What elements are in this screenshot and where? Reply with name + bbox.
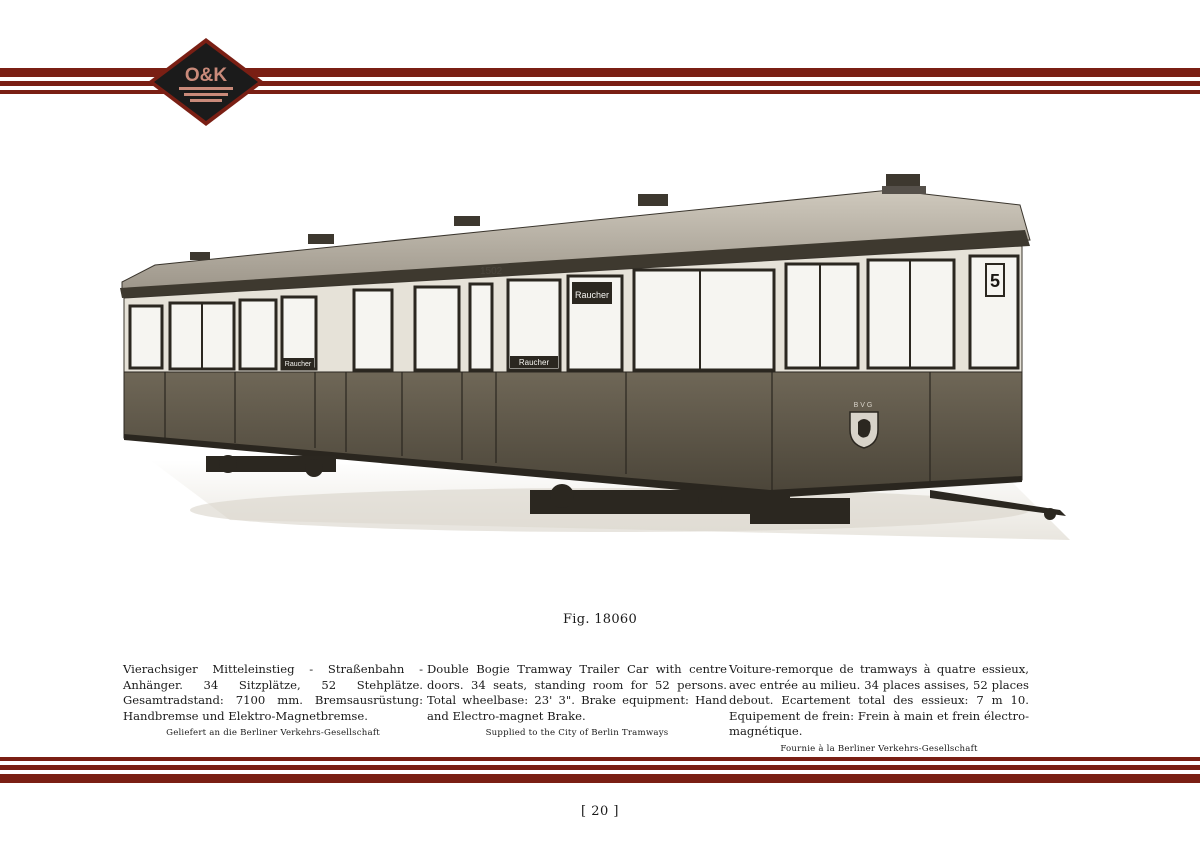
german-description	[123, 662, 423, 738]
figure-caption: Fig. 18060	[562, 612, 638, 627]
page-number: [ 20 ]	[581, 804, 619, 819]
car-number: 1502	[480, 266, 503, 277]
raucher-sign: Raucher	[518, 358, 550, 367]
english-delivery-note: Supplied to the City of Berlin Tramways	[485, 728, 669, 739]
description-columns	[123, 662, 1033, 754]
route-number: 5	[989, 271, 1001, 291]
stripe	[0, 774, 1200, 783]
bvg-emblem-letters: BVG	[853, 402, 875, 409]
english-description-text: Double Bogie Tramway Trailer Car with centre doors. 34 seats, standing room for 52 persons. Total wheelbase: 23' 3". Brake equipment: Hand and Electro-magnet Brake.	[427, 662, 727, 723]
german-delivery-note: Geliefert an die Berliner Verkehrs-Gesellschaft	[166, 728, 380, 739]
french-delivery-note: Fournie à la Berliner Verkehrs-Gesellschaft	[780, 743, 978, 754]
stripe	[0, 757, 1200, 761]
french-description	[729, 662, 1029, 754]
bottom-stripe-band	[0, 757, 1200, 787]
stripe	[0, 765, 1200, 770]
english-description	[427, 662, 727, 738]
german-description-text: Vierachsiger Mitteleinstieg - Straßenbahn - Anhänger. 34 Sitzplätze, 52 Stehplätze. Gesamtradstand: 7100 mm. Bremsausrüstung: Handbremse und Elektro-Magnetbremse.	[123, 662, 423, 723]
french-description-text: Voiture-remorque de tramways à quatre essieux, avec entrée au milieu. 34 places assises, 52 places debout. Ecartement total des essieux: 7 m 10. Equipement de frein: Frein à main et frein électro-magnétique.	[729, 662, 1029, 739]
tram-trailer-photo	[110, 160, 1090, 600]
logo-text: O&K	[184, 65, 228, 86]
raucher-sign: Raucher	[574, 290, 610, 300]
raucher-sign: Raucher	[284, 361, 312, 368]
ok-logo-icon	[146, 36, 266, 128]
